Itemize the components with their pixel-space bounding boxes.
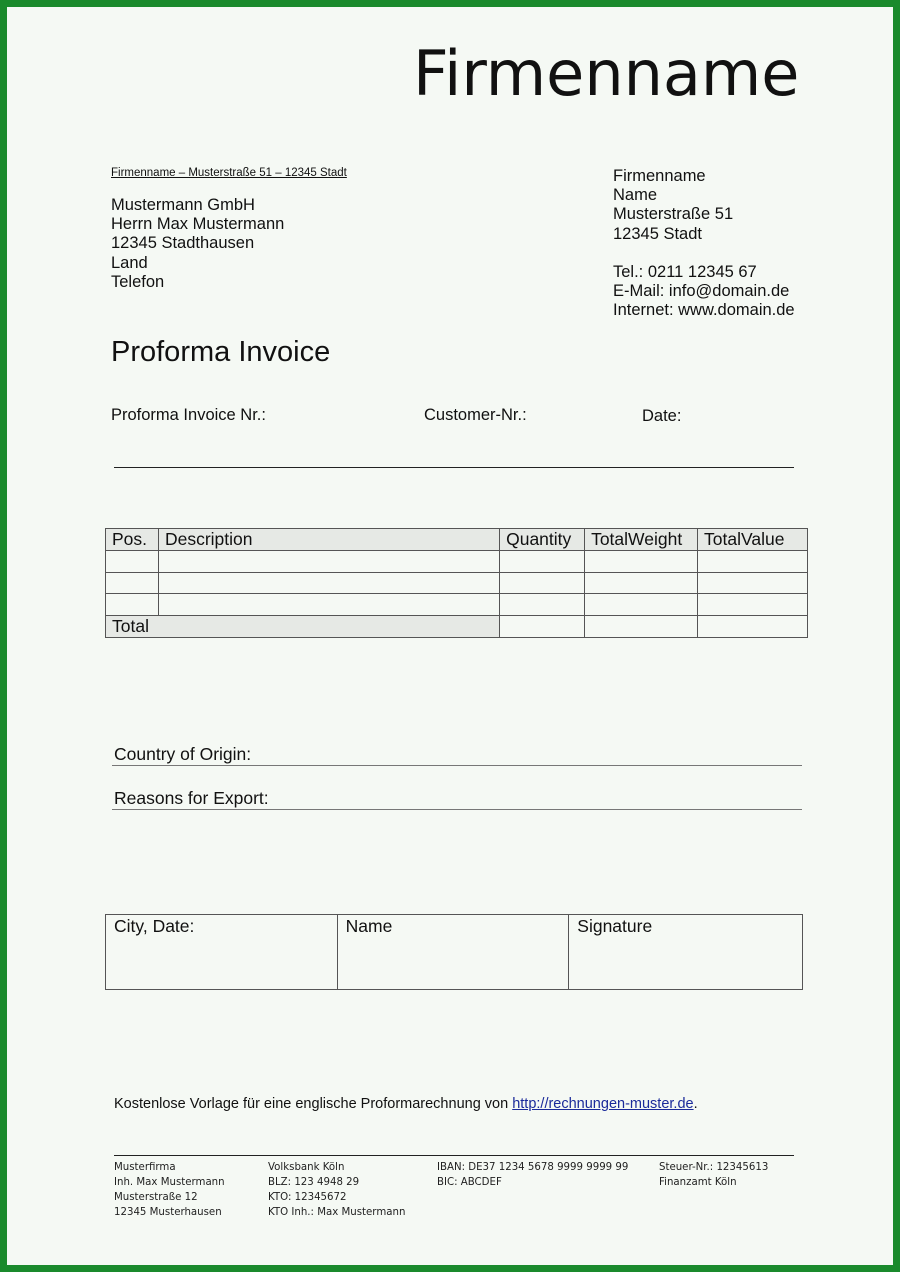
recipient-address	[111, 196, 284, 292]
phone-line: Tel.: 0211 12345 67	[613, 262, 757, 281]
column-header: Description	[158, 529, 499, 551]
email-line: E-Mail: info@domain.de	[613, 282, 790, 301]
divider	[114, 467, 794, 468]
column-header: Pos.	[106, 529, 159, 551]
template-credit	[114, 1096, 698, 1112]
table-cell[interactable]	[698, 572, 808, 594]
footer-line: Volksbank Köln	[268, 1162, 345, 1173]
name-box[interactable]	[337, 915, 569, 990]
footer-company	[114, 1160, 225, 1220]
city-date-box[interactable]	[106, 915, 338, 990]
company-contact-block	[613, 167, 795, 320]
table-cell[interactable]	[500, 594, 585, 616]
date-label: Date:	[642, 407, 682, 425]
total-quantity-cell[interactable]	[500, 615, 585, 637]
footer-bank	[268, 1160, 405, 1220]
footer-iban	[437, 1160, 628, 1190]
footer-line: Musterfirma	[114, 1162, 176, 1173]
footer-line: Steuer-Nr.: 12345613	[659, 1162, 769, 1173]
invoice-number-label: Proforma Invoice Nr.:	[111, 406, 266, 424]
total-weight-cell[interactable]	[585, 615, 698, 637]
footer-line: IBAN: DE37 1234 5678 9999 9999 99	[437, 1162, 629, 1173]
footer-line: Musterstraße 12	[114, 1192, 198, 1203]
table-cell[interactable]	[158, 572, 499, 594]
document-title: Proforma Invoice	[111, 336, 331, 368]
contact-line: Musterstraße 51	[613, 205, 734, 224]
table-cell[interactable]	[585, 594, 698, 616]
footer-line: Inh. Max Mustermann	[114, 1177, 225, 1188]
table-cell[interactable]	[698, 551, 808, 573]
recipient-line: Herrn Max Mustermann	[111, 215, 285, 234]
customer-number-label: Customer-Nr.:	[424, 406, 527, 424]
table-cell[interactable]	[585, 572, 698, 594]
contact-line: 12345 Stadt	[613, 224, 702, 243]
recipient-line: Telefon	[111, 272, 165, 291]
table-header-row	[106, 529, 808, 551]
sender-return-address: Firmenname – Musterstraße 51 – 12345 Stadt	[111, 167, 347, 179]
website-line: Internet: www.domain.de	[613, 301, 795, 320]
footer-line: 12345 Musterhausen	[114, 1207, 222, 1218]
column-header: Quantity	[500, 529, 585, 551]
table-cell[interactable]	[585, 551, 698, 573]
items-table	[105, 528, 808, 638]
signature-table	[105, 914, 803, 990]
country-of-origin-label: Country of Origin:	[114, 744, 252, 764]
table-cell[interactable]	[158, 551, 499, 573]
company-title: Firmenname	[413, 37, 800, 110]
signature-row	[106, 915, 803, 990]
footer-line: Finanzamt Köln	[659, 1177, 737, 1188]
recipient-line: Land	[111, 253, 148, 272]
table-cell[interactable]	[698, 594, 808, 616]
credit-period: .	[693, 1096, 698, 1112]
recipient-line: 12345 Stadthausen	[111, 234, 255, 253]
table-cell[interactable]	[106, 572, 159, 594]
table-cell[interactable]	[500, 551, 585, 573]
total-value-cell[interactable]	[698, 615, 808, 637]
table-row	[106, 594, 808, 616]
signature-label: Signature	[577, 916, 653, 936]
signature-box[interactable]	[569, 915, 803, 990]
total-label: Total	[106, 615, 500, 637]
footer-line: KTO: 12345672	[268, 1192, 347, 1203]
table-row	[106, 572, 808, 594]
footer-line: BLZ: 123 4948 29	[268, 1177, 360, 1188]
country-of-origin-line[interactable]	[112, 765, 802, 766]
contact-line: Firmenname	[613, 167, 706, 185]
reasons-for-export-line[interactable]	[112, 809, 802, 810]
credit-text: Kostenlose Vorlage für eine englische Proformarechnung von	[114, 1096, 513, 1112]
table-row	[106, 551, 808, 573]
name-label: Name	[345, 916, 393, 936]
table-cell[interactable]	[106, 551, 159, 573]
column-header: TotalWeight	[585, 529, 698, 551]
footer-tax	[659, 1160, 768, 1190]
footer-divider	[114, 1155, 794, 1156]
footer-line: KTO Inh.: Max Mustermann	[268, 1207, 406, 1218]
contact-line: Name	[613, 186, 658, 205]
reasons-for-export-label: Reasons for Export:	[114, 788, 269, 808]
table-cell[interactable]	[158, 594, 499, 616]
footer-line: BIC: ABCDEF	[437, 1177, 502, 1188]
recipient-line: Mustermann GmbH	[111, 196, 255, 214]
city-date-label: City, Date:	[114, 916, 195, 936]
credit-link[interactable]: http://rechnungen-muster.de	[512, 1096, 694, 1112]
table-cell[interactable]	[500, 572, 585, 594]
column-header: TotalValue	[698, 529, 808, 551]
total-row	[106, 615, 808, 637]
table-cell[interactable]	[106, 594, 159, 616]
